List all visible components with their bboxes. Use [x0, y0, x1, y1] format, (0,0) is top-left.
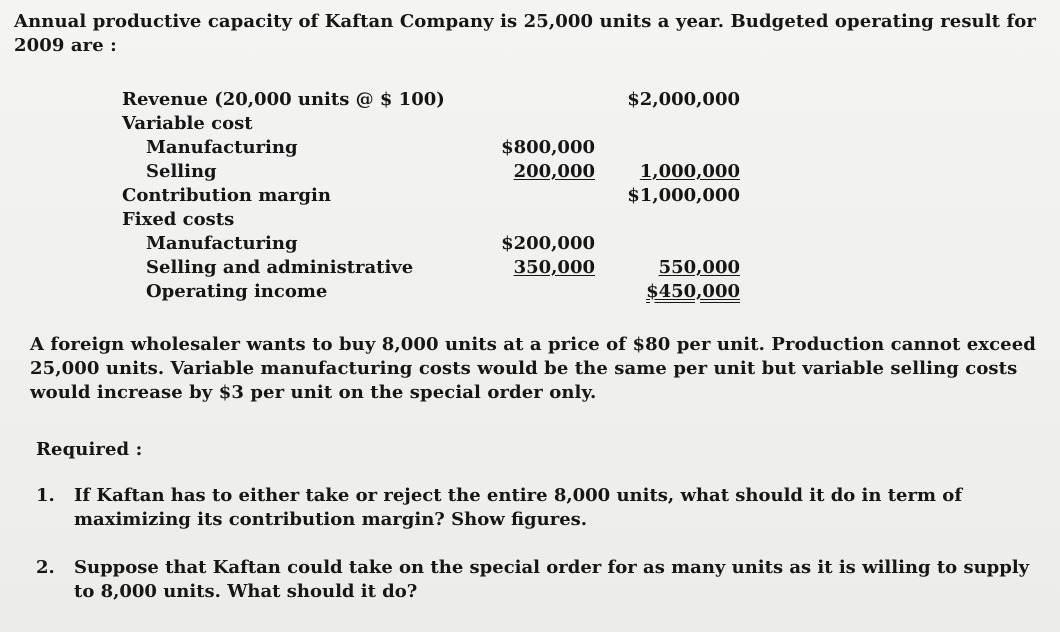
item-text: Suppose that Kaftan could take on the special order for as many units as it is willing to supply to 8,000 units. What should it do?	[74, 557, 1030, 602]
intro-paragraph: Annual productive capacity of Kaftan Company is 25,000 units a year. Budgeted operating result for 2009 are :	[14, 11, 1037, 56]
operating-income-label: Operating income	[146, 281, 328, 302]
fix-selling-label: Selling and administrative	[146, 257, 414, 278]
fix-total: 550,000	[658, 257, 740, 278]
fix-manufacturing-amount: $200,000	[501, 233, 595, 254]
question-paragraph: A foreign wholesaler wants to buy 8,000 units at a price of $80 per unit. Production cannot exceed 25,000 units. Variable manufacturing costs would be the same per unit but variable selling costs would increase by $3 per unit on the special order only.	[30, 334, 1036, 403]
required-heading: Required :	[36, 439, 143, 460]
contribution-total: $1,000,000	[627, 185, 740, 206]
var-manufacturing-amount: $800,000	[501, 137, 595, 158]
question-item-1	[36, 484, 1056, 534]
revenue-label: Revenue (20,000 units @ $ 100)	[122, 89, 445, 110]
fix-manufacturing-label: Manufacturing	[146, 233, 298, 254]
income-statement	[0, 88, 1060, 318]
fixed-costs-label: Fixed costs	[122, 209, 235, 230]
var-selling-label: Selling	[146, 161, 217, 182]
var-manufacturing-label: Manufacturing	[146, 137, 298, 158]
item-text: If Kaftan has to either take or reject the entire 8,000 units, what should it do in term of maximizing its contribution margin? Show figures.	[74, 485, 963, 530]
revenue-total: $2,000,000	[627, 89, 740, 110]
fix-selling-amount: 350,000	[513, 257, 595, 278]
var-total: 1,000,000	[639, 161, 740, 182]
item-number: 2.	[36, 557, 55, 578]
var-selling-amount: 200,000	[513, 161, 595, 182]
variable-cost-label: Variable cost	[122, 113, 253, 134]
operating-income-total: $450,000	[646, 281, 740, 302]
contribution-label: Contribution margin	[122, 185, 331, 206]
question-item-2	[36, 556, 1056, 606]
item-number: 1.	[36, 485, 55, 506]
